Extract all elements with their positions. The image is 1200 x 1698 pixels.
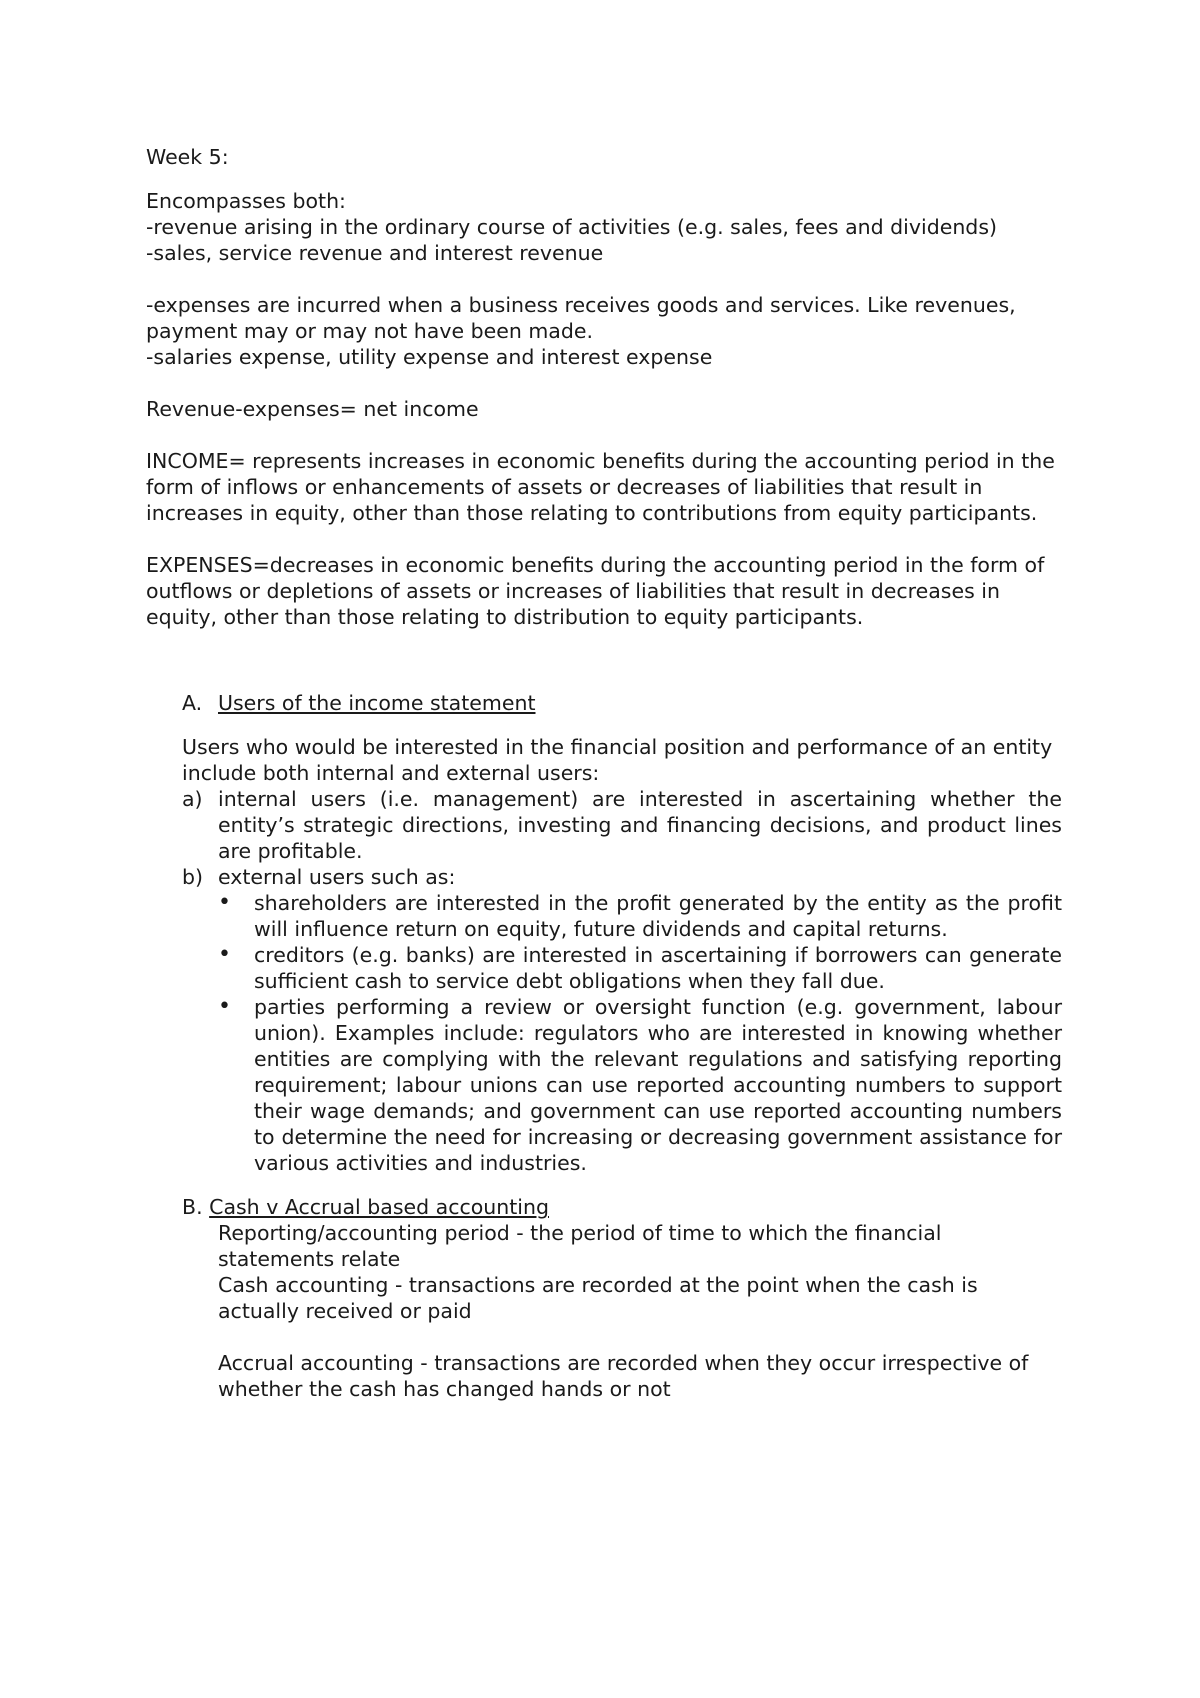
week-heading: Week 5: (146, 145, 229, 169)
section-a-intro: Users who would be interested in the financial position and performance of an entity include both internal and external users: (182, 735, 1053, 785)
list-item-text: internal users (i.e. management) are interested in ascertaining whether the entity’s strategic directions, investing and financing decisions, and product lines are profitable. (218, 787, 1062, 863)
section-a-letter: A. (182, 691, 203, 715)
expenses-definition: EXPENSES=decreases in economic benefits during the accounting period in the form of outflows or depletions of assets or increases of liabilities that result in decreases in equity, other than those relating to distribution to equity participants. (146, 553, 1045, 629)
accrual-accounting-definition: Accrual accounting - transactions are recorded when they occur irrespective of whether the cash has changed hands or not (218, 1351, 1029, 1401)
bullet-item (218, 890, 1062, 942)
intro-lead: Encompasses both: (146, 189, 346, 213)
list-item-text: external users such as: (218, 865, 456, 889)
bullet-icon: • (218, 942, 231, 967)
bullet-text: creditors (e.g. banks) are interested in ascertaining if borrowers can generate sufficient cash to service debt obligations when they fall due. (254, 943, 1062, 993)
income-definition: INCOME= represents increases in economic benefits during the accounting period in the form of inflows or enhancements of assets or decreases of liabilities that result in increases in equity, other than those relating to contributions from equity participants. (146, 449, 1055, 525)
intro-line-revenue: -revenue arising in the ordinary course of activities (e.g. sales, fees and dividends) (146, 215, 998, 239)
expenses-examples-line: -salaries expense, utility expense and interest expense (146, 345, 713, 369)
list-item (182, 786, 1062, 864)
bullet-icon: • (218, 890, 231, 915)
reporting-period-definition: Reporting/accounting period - the period of time to which the financial statements relate (218, 1221, 942, 1271)
section-a-title: Users of the income statement (218, 691, 536, 715)
net-income-formula: Revenue-expenses= net income (146, 397, 479, 421)
list-marker: b) (182, 865, 204, 889)
bullet-item (218, 994, 1062, 1176)
section-b-heading (182, 1194, 1062, 1220)
bullet-text: shareholders are interested in the profit generated by the entity as the profit will influence return on equity, future dividends and capital returns. (254, 891, 1062, 941)
bullet-icon: • (218, 994, 231, 1019)
expenses-intro-line: -expenses are incurred when a business receives goods and services. Like revenues, payment may or may not have been made. (146, 293, 1016, 343)
cash-accounting-definition: Cash accounting - transactions are recorded at the point when the cash is actually received or paid (218, 1273, 978, 1323)
list-item (182, 864, 1062, 890)
bullet-text: parties performing a review or oversight function (e.g. government, labour union). Examples include: regulators who are interested in knowing whether entities are complying with the relevant regulations and satisfying reporting requirement; labour unions can use reported accounting numbers to support their wage demands; and government can use reported accounting numbers to determine the need for increasing or decreasing government assistance for various activities and industries. (254, 995, 1062, 1175)
bullet-item (218, 942, 1062, 994)
section-b-letter: B. (182, 1195, 203, 1219)
section-a-heading (182, 690, 1062, 716)
list-marker: a) (182, 787, 203, 811)
section-b (182, 1194, 1062, 1402)
intro-line-sales: -sales, service revenue and interest revenue (146, 241, 604, 265)
section-b-title: Cash v Accrual based accounting (209, 1195, 550, 1219)
document-page (146, 144, 1062, 1402)
